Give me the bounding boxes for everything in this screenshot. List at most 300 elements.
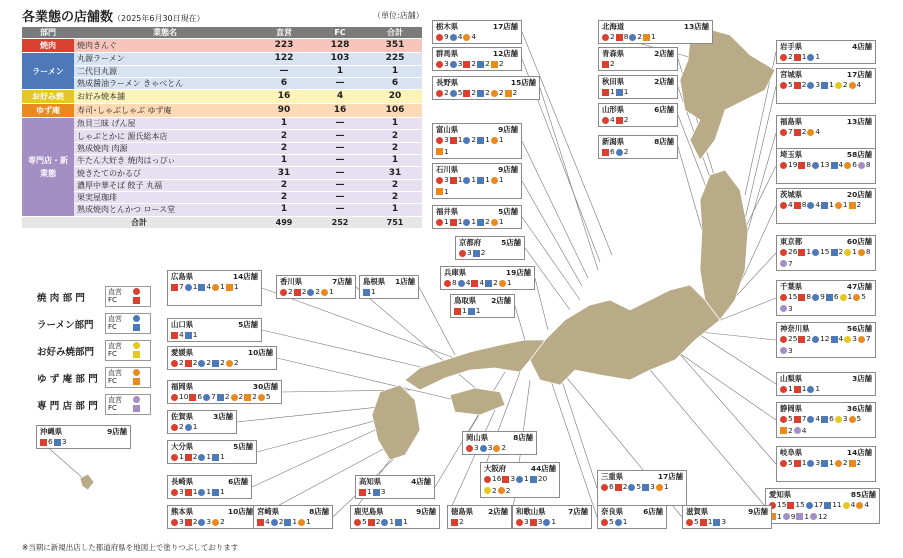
marker-count: 1: [829, 458, 834, 467]
marker-count: 1: [292, 517, 298, 526]
prefecture-store-count: 44店舗: [530, 464, 556, 473]
circle-icon: [466, 445, 473, 452]
direct-store-marker: [656, 482, 669, 492]
square-icon: [616, 89, 623, 96]
circle-icon: [516, 519, 523, 526]
direct-store-marker: [629, 32, 642, 42]
title-date: （2025年6月30日現在）: [113, 14, 205, 23]
direct-store-marker: [491, 217, 504, 227]
circle-icon: [436, 90, 443, 97]
prefecture-name: 三重県: [601, 472, 624, 481]
department-cell: お好み焼: [22, 90, 74, 104]
marker-count: 1: [485, 175, 490, 184]
direct-store-marker: [780, 160, 797, 170]
fc-store-marker: [642, 482, 655, 492]
marker-count: 2: [498, 59, 504, 68]
prefecture-store-count: 17店舗: [657, 472, 683, 481]
leader-line: [672, 348, 776, 420]
marker-count: 1: [444, 186, 449, 196]
marker-count: 2: [838, 247, 844, 256]
marker-count: 2: [856, 458, 862, 467]
direct-store-marker: [543, 517, 556, 527]
prefecture-markers: [780, 80, 872, 92]
marker-count: 15: [777, 500, 787, 509]
square-icon: [794, 416, 801, 423]
prefecture-store-count: 56店舗: [846, 324, 872, 333]
marker-count: 1: [475, 306, 481, 315]
direct-store-marker: [436, 88, 449, 98]
prefecture-markers: [451, 517, 508, 529]
legend-label: 焼 肉 部 門: [37, 293, 85, 304]
marker-count: 3: [179, 517, 184, 526]
prefecture-box: [598, 47, 678, 71]
marker-count: 2: [501, 443, 507, 452]
marker-count: 6: [610, 147, 615, 156]
fc-count-cell: —: [312, 204, 368, 216]
fc-store-marker: [463, 59, 476, 69]
direct-store-marker: [280, 287, 293, 297]
legend-fc-label: FC: [108, 323, 117, 331]
square-icon: [368, 519, 375, 526]
square-icon: [485, 280, 492, 287]
prefecture-store-count: 36店舗: [846, 404, 872, 413]
prefecture-box: [432, 20, 522, 44]
marker-count: 4: [864, 500, 870, 509]
square-icon: [821, 202, 828, 209]
prefecture-store-count: 5店舗: [501, 238, 521, 247]
direct-store-marker: [812, 247, 829, 257]
direct-store-marker: [463, 175, 476, 185]
direct-store-marker: [212, 517, 225, 527]
marker-count: 7: [211, 392, 216, 401]
prefecture-box: [597, 505, 667, 529]
prefecture-box: [440, 266, 535, 290]
direct-store-marker: [171, 358, 184, 368]
circle-icon: [783, 513, 790, 520]
direct-store-marker: [780, 334, 797, 344]
direct-store-marker: [601, 517, 614, 527]
circle-icon: [171, 394, 178, 401]
direct-store-marker: [807, 52, 820, 62]
circle-icon: [280, 289, 287, 296]
fc-store-marker: [185, 517, 198, 527]
prefecture-store-count: 15店舗: [510, 78, 536, 87]
prefecture-header: [780, 237, 872, 247]
marker-count: 1: [815, 52, 821, 61]
leader-line: [742, 86, 776, 232]
circle-icon: [616, 149, 623, 156]
circle-icon: [459, 250, 466, 257]
prefecture-markers: [602, 87, 674, 99]
table-row: [22, 53, 422, 65]
fc-store-marker: [450, 135, 463, 145]
fc-store-marker: [491, 59, 504, 69]
marker-count: 2: [471, 88, 477, 97]
direct-store-marker: [780, 200, 793, 210]
marker-count: 1: [524, 474, 529, 483]
fc-store-marker: [502, 474, 515, 484]
fc-store-marker: [787, 500, 804, 510]
fc-store-marker: [212, 452, 225, 462]
prefecture-store-count: 9店舗: [107, 427, 127, 436]
prefecture-store-count: 47店舗: [846, 282, 872, 291]
prefecture-header: [780, 117, 872, 127]
direct-store-marker: [686, 517, 699, 527]
legend-fc-label: FC: [108, 404, 117, 412]
prefecture-header: [451, 507, 508, 517]
square-icon: [616, 34, 623, 41]
direct-store-marker: [185, 422, 198, 432]
direct-store-marker: [780, 259, 793, 269]
marker-count: 1: [485, 135, 490, 144]
circle-icon: [484, 487, 491, 494]
legend-fc-square: [133, 351, 140, 358]
prefecture-box: [598, 75, 678, 99]
fc-store-marker: [505, 88, 518, 98]
total-count-cell: 2: [368, 179, 422, 191]
direct-store-marker: [783, 512, 796, 522]
square-icon: [363, 289, 370, 296]
marker-count: 2: [637, 32, 643, 41]
table-row: [22, 77, 422, 89]
marker-count: 6: [48, 437, 53, 446]
fc-count-cell: 4: [312, 90, 368, 104]
tohoku-shape: [700, 170, 748, 320]
marker-count: 1: [389, 517, 395, 526]
fc-store-marker: [373, 487, 386, 497]
marker-count: 1: [623, 87, 629, 96]
marker-count: 3: [444, 59, 449, 68]
marker-count: 3: [457, 59, 463, 68]
prefecture-name: 青森県: [602, 49, 625, 58]
legend-label: ラーメン部門: [37, 320, 94, 331]
marker-count: 2: [623, 147, 629, 156]
square-icon: [602, 89, 609, 96]
prefecture-box: [167, 475, 252, 499]
marker-count: 2: [505, 485, 511, 495]
direct-store-marker: [794, 426, 807, 436]
direct-count-cell: 90: [256, 104, 312, 118]
square-icon: [798, 249, 805, 256]
direct-store-marker: [463, 217, 476, 227]
prefecture-header: [780, 282, 872, 292]
prefecture-header: [171, 382, 278, 392]
prefecture-name: 熊本県: [171, 507, 194, 516]
marker-count: 2: [610, 32, 615, 41]
marker-count: 3: [487, 443, 493, 452]
prefecture-box: [167, 440, 257, 464]
prefecture-box: [167, 270, 262, 306]
circle-icon: [835, 82, 842, 89]
fc-store-marker: [713, 517, 726, 527]
marker-count: 2: [842, 458, 848, 467]
prefecture-name: 静岡県: [780, 404, 803, 413]
circle-icon: [484, 476, 491, 483]
fc-store-marker: [821, 80, 834, 90]
fc-store-marker: [530, 517, 543, 527]
total-count-cell: 20: [368, 90, 422, 104]
prefecture-name: 和歌山県: [516, 507, 546, 516]
square-icon: [780, 427, 787, 434]
table-header-row: [22, 27, 422, 39]
prefecture-header: [171, 272, 258, 282]
fc-store-marker: [831, 247, 844, 257]
square-icon: [502, 476, 509, 483]
header-format: 業態名: [74, 27, 256, 39]
fc-store-marker: [794, 80, 807, 90]
square-icon: [450, 177, 457, 184]
prefecture-name: 奈良県: [601, 507, 624, 516]
prefecture-name: 鳥取県: [454, 296, 477, 305]
circle-icon: [171, 360, 178, 367]
circle-icon: [807, 202, 814, 209]
prefecture-box: [432, 123, 522, 159]
circle-icon: [853, 294, 860, 301]
square-icon: [451, 519, 458, 526]
circle-icon: [835, 202, 842, 209]
direct-store-marker: [835, 414, 848, 424]
marker-count: 5: [609, 517, 614, 526]
fc-store-marker: [794, 52, 807, 62]
prefecture-store-count: 60店舗: [846, 237, 872, 246]
prefecture-markers: [780, 292, 872, 315]
circle-icon: [444, 280, 451, 287]
prefecture-box: [432, 205, 522, 229]
fc-store-marker: [477, 217, 490, 227]
marker-count: 7: [179, 282, 184, 291]
square-icon: [40, 439, 47, 446]
prefecture-store-count: 4店舗: [852, 42, 872, 51]
unit-label: （単位:店舗）: [373, 11, 424, 20]
circle-icon: [780, 54, 787, 61]
total-value: 499: [256, 216, 312, 228]
circle-icon: [780, 386, 787, 393]
legend-direct-circle: [133, 315, 140, 322]
fc-store-marker: [198, 282, 211, 292]
square-icon: [471, 280, 478, 287]
header-department: 部門: [22, 27, 74, 39]
legend-direct-label: 直営: [108, 369, 122, 377]
direct-store-marker: [171, 392, 188, 402]
leader-line: [700, 332, 776, 340]
fc-store-marker: [794, 127, 807, 137]
circle-icon: [450, 90, 457, 97]
circle-icon: [491, 219, 498, 226]
marker-count: 8: [452, 278, 457, 287]
prefecture-name: 佐賀県: [171, 412, 194, 421]
marker-count: 3: [179, 487, 184, 496]
direct-count-cell: 122: [256, 53, 312, 65]
direct-store-marker: [491, 175, 504, 185]
marker-count: 2: [220, 517, 225, 526]
marker-count: 4: [179, 330, 184, 339]
prefecture-store-count: 9店舗: [416, 507, 436, 516]
square-icon: [794, 460, 801, 467]
marker-count: 5: [861, 292, 866, 301]
square-icon: [821, 82, 828, 89]
circle-icon: [835, 460, 842, 467]
marker-count: 4: [471, 32, 477, 41]
total-label: 合計: [22, 216, 256, 228]
direct-store-marker: [812, 292, 825, 302]
circle-icon: [858, 249, 865, 256]
marker-count: 1: [444, 217, 449, 226]
fc-store-marker: [454, 306, 467, 316]
okinawa-shape: [80, 474, 94, 490]
direct-store-marker: [835, 458, 848, 468]
circle-icon: [543, 519, 550, 526]
marker-count: 5: [856, 414, 862, 423]
prefecture-store-count: 10店舗: [227, 507, 253, 516]
direct-store-marker: [780, 414, 793, 424]
prefecture-store-count: 9店舗: [498, 165, 518, 174]
fc-store-marker: [463, 88, 476, 98]
direct-store-marker: [807, 200, 820, 210]
direct-count-cell: 2: [256, 179, 312, 191]
prefecture-header: [602, 77, 674, 87]
prefecture-store-count: 17店舗: [846, 70, 872, 79]
marker-count: 3: [650, 482, 655, 491]
prefecture-store-count: 2店舗: [654, 77, 674, 86]
marker-count: 1: [457, 217, 463, 226]
prefecture-box: [432, 47, 522, 71]
direct-store-marker: [812, 160, 829, 170]
direct-store-marker: [780, 247, 797, 257]
marker-count: 5: [362, 517, 367, 526]
fc-store-marker: [821, 200, 834, 210]
square-icon: [284, 519, 291, 526]
total-count-cell: 31: [368, 167, 422, 179]
marker-count: 2: [224, 392, 230, 401]
circle-icon: [780, 202, 787, 209]
circle-icon: [849, 416, 856, 423]
square-icon: [615, 484, 622, 491]
direct-store-marker: [807, 414, 820, 424]
prefecture-box: [598, 135, 678, 159]
marker-count: 1: [801, 384, 807, 393]
square-icon: [616, 117, 623, 124]
fc-count-cell: —: [312, 130, 368, 142]
direct-store-marker: [806, 500, 823, 510]
format-name-cell: 焼きたてのかるび: [74, 167, 256, 179]
prefecture-store-count: 5店舗: [233, 442, 253, 451]
prefecture-name: 長崎県: [171, 477, 194, 486]
legend-fc-square: [133, 324, 140, 331]
prefecture-name: 岐阜県: [780, 448, 803, 457]
marker-count: 2: [512, 88, 518, 97]
prefecture-box: [776, 68, 876, 104]
marker-count: 5: [788, 458, 793, 467]
prefecture-box: [359, 275, 419, 299]
format-name-cell: 果実屋珈琲: [74, 191, 256, 203]
direct-count-cell: 31: [256, 167, 312, 179]
prefecture-store-count: 14店舗: [232, 272, 258, 281]
marker-count: 12: [820, 334, 830, 343]
marker-count: 17: [813, 500, 824, 509]
direct-store-marker: [484, 474, 501, 484]
prefecture-name: 富山県: [436, 125, 459, 134]
fc-count-cell: 16: [312, 104, 368, 118]
prefecture-name: 香川県: [280, 277, 303, 286]
direct-store-marker: [381, 517, 394, 527]
square-icon: [294, 289, 301, 296]
total-value: 252: [312, 216, 368, 228]
total-count-cell: 6: [368, 77, 422, 89]
circle-icon: [307, 289, 314, 296]
direct-store-marker: [807, 384, 820, 394]
direct-store-marker: [493, 443, 506, 453]
prefecture-name: 福岡県: [171, 382, 194, 391]
format-name-cell: 牛たん大好き 焼肉はっぴぃ: [74, 155, 256, 167]
prefecture-markers: [466, 443, 533, 455]
table-row: [22, 191, 422, 203]
header-fc: FC: [312, 27, 368, 39]
prefecture-name: 愛知県: [769, 490, 792, 499]
prefecture-name: 秋田県: [602, 77, 625, 86]
direct-store-marker: [807, 127, 820, 137]
fc-store-marker: [485, 278, 498, 288]
marker-count: 8: [806, 160, 812, 169]
square-icon: [185, 519, 192, 526]
square-icon: [212, 454, 219, 461]
table-row: [22, 39, 422, 53]
prefecture-header: [780, 374, 872, 384]
prefecture-box: [597, 470, 687, 506]
direct-store-marker: [491, 135, 504, 145]
direct-count-cell: —: [256, 65, 312, 77]
footnote: ※当期に新規出店した都道府県を地図上で塗りつぶしております: [22, 543, 239, 552]
marker-count: 7: [865, 334, 871, 343]
prefecture-name: 福島県: [780, 117, 803, 126]
marker-count: 2: [498, 88, 504, 97]
fc-store-marker: [212, 487, 225, 497]
marker-count: 8: [801, 200, 807, 209]
marker-count: 2: [459, 517, 464, 526]
square-icon: [395, 519, 402, 526]
fc-count-cell: 1: [312, 65, 368, 77]
circle-icon: [354, 519, 361, 526]
prefecture-box: [776, 148, 876, 184]
marker-count: 6: [829, 414, 834, 423]
marker-count: 1: [444, 146, 449, 156]
prefecture-store-count: 12店舗: [492, 49, 518, 58]
square-icon: [831, 162, 838, 169]
marker-count: 1: [233, 282, 239, 291]
legend-fc-square: [133, 405, 140, 412]
circle-icon: [812, 336, 819, 343]
direct-store-marker: [450, 88, 463, 98]
circle-icon: [436, 137, 443, 144]
direct-store-marker: [780, 52, 793, 62]
direct-store-marker: [498, 486, 511, 496]
direct-count-cell: 1: [256, 155, 312, 167]
direct-store-marker: [171, 487, 184, 497]
square-icon: [217, 394, 224, 401]
table-row: [22, 142, 422, 154]
prefecture-store-count: 6店舗: [228, 477, 248, 486]
prefecture-markers: [780, 334, 872, 357]
marker-count: 1: [622, 517, 628, 526]
hokkaido-shape: [680, 30, 775, 160]
marker-count: 2: [485, 88, 490, 97]
square-icon: [477, 219, 484, 226]
square-icon: [477, 90, 484, 97]
direct-store-marker: [436, 217, 449, 227]
legend-label: 専 門 店 部 門: [37, 401, 98, 412]
direct-store-marker: [436, 32, 449, 42]
prefecture-markers: [780, 200, 872, 212]
fc-store-marker: [821, 414, 834, 424]
